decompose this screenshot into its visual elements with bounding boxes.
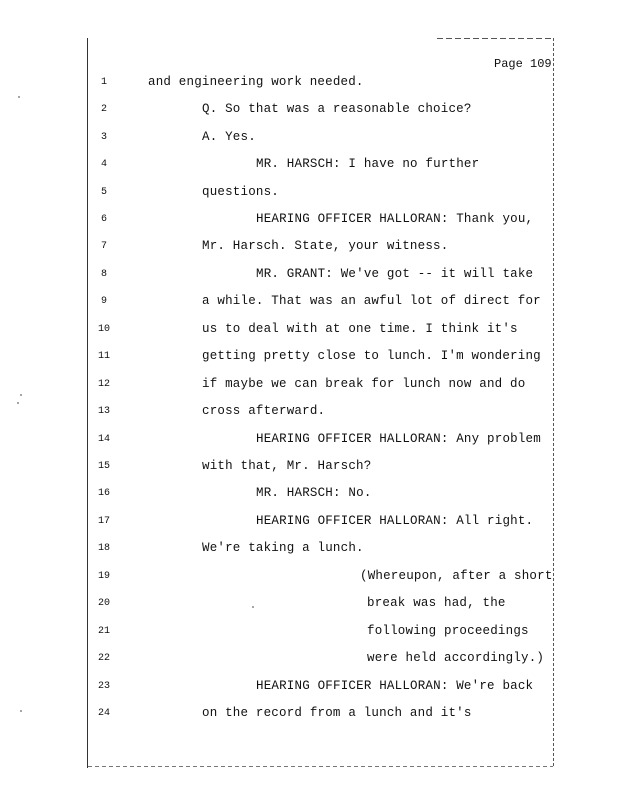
line-number: 10: [97, 324, 110, 335]
transcript-line: HEARING OFFICER HALLORAN: All right.: [256, 514, 534, 528]
line-number: 6: [100, 214, 107, 225]
transcript-line: following proceedings: [367, 624, 529, 638]
top-rule: [437, 38, 553, 39]
scan-speck: [252, 606, 254, 608]
transcript-line: MR. HARSCH: No.: [256, 486, 372, 500]
transcript-line: and engineering work needed.: [148, 75, 364, 89]
line-number: 9: [100, 296, 107, 307]
transcript-line: cross afterward.: [202, 404, 326, 418]
line-number: 22: [97, 653, 110, 664]
line-number: 14: [97, 434, 110, 445]
transcript-line: We're taking a lunch.: [202, 541, 364, 555]
bottom-rule: [88, 766, 553, 767]
line-number: 5: [100, 187, 107, 198]
line-number: 18: [97, 543, 110, 554]
transcript-line: break was had, the: [367, 596, 506, 610]
line-number: 17: [97, 516, 110, 527]
left-margin-rule: [87, 38, 88, 768]
line-number: 24: [97, 708, 110, 719]
line-number: 19: [97, 571, 110, 582]
line-number: 15: [97, 461, 110, 472]
line-number: 16: [97, 488, 110, 499]
transcript-line: HEARING OFFICER HALLORAN: We're back: [256, 679, 534, 693]
line-number: 23: [97, 681, 110, 692]
line-number: 1: [100, 77, 107, 88]
transcript-line: MR. HARSCH: I have no further: [256, 157, 480, 171]
transcript-line: Q. So that was a reasonable choice?: [202, 102, 472, 116]
transcript-line: were held accordingly.): [367, 651, 545, 665]
transcript-line: if maybe we can break for lunch now and do: [202, 377, 526, 391]
transcript-line: on the record from a lunch and it's: [202, 706, 472, 720]
transcript-line: A. Yes.: [202, 130, 256, 144]
transcript-line: (Whereupon, after a short: [360, 569, 553, 583]
line-number: 20: [97, 598, 110, 609]
line-number: 2: [100, 104, 107, 115]
transcript-line: HEARING OFFICER HALLORAN: Any problem: [256, 432, 541, 446]
line-number: 8: [100, 269, 107, 280]
line-number: 12: [97, 379, 110, 390]
line-number: 11: [97, 351, 110, 362]
line-number: 21: [97, 626, 110, 637]
transcript-line: questions.: [202, 185, 280, 199]
transcript-line: Mr. Harsch. State, your witness.: [202, 239, 449, 253]
transcript-line: us to deal with at one time. I think it's: [202, 322, 518, 336]
transcript-line: with that, Mr. Harsch?: [202, 459, 372, 473]
scan-speck: [20, 710, 22, 712]
scan-speck: [17, 402, 19, 404]
scan-speck: [20, 394, 22, 396]
transcript-line: a while. That was an awful lot of direct for: [202, 294, 541, 308]
transcript-line: HEARING OFFICER HALLORAN: Thank you,: [256, 212, 534, 226]
line-number: 4: [100, 159, 107, 170]
line-number: 13: [97, 406, 110, 417]
page-number: Page 109: [494, 57, 552, 71]
transcript-line: MR. GRANT: We've got -- it will take: [256, 267, 534, 281]
transcript-line: getting pretty close to lunch. I'm wondering: [202, 349, 541, 363]
line-number: 3: [100, 132, 107, 143]
line-number: 7: [100, 241, 107, 252]
scan-speck: [18, 96, 20, 98]
right-margin-rule: [553, 38, 554, 768]
